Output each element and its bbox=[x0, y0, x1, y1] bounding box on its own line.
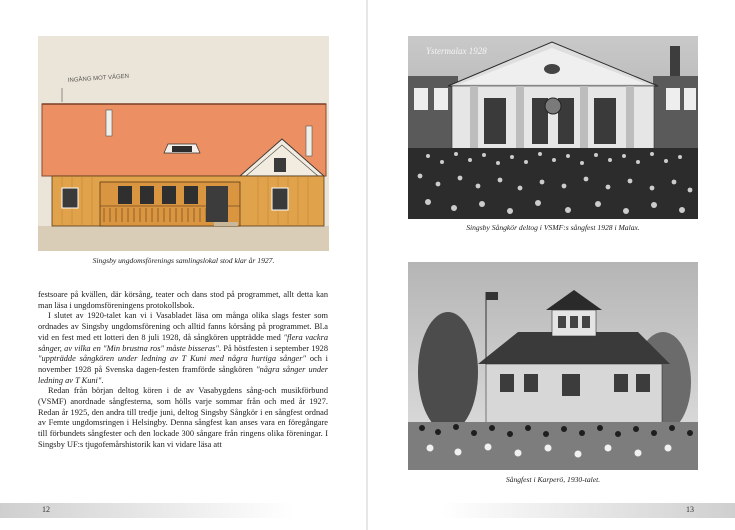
text-run: I slutet av 1920-talet kan vi i Vasabladet läsa om många olika slags fester som ordnades av Singsby ungdomsförening och alltid fanns körsång på programmet. Bl.a vid en fest med ett lotteri den 8 juli 1928, då sångkören uppträdde med bbox=[38, 311, 328, 342]
building-drawing-art bbox=[38, 36, 329, 251]
text-run: . bbox=[101, 375, 104, 385]
text-run: och i november 1928 på Svenska dagen-festen framförde sångkören bbox=[38, 354, 328, 374]
drawing-caption: Singsby ungdomsförenings samlingslokal stod klar år 1927. bbox=[92, 256, 275, 265]
quoted-text: "uppträdde sångkören under ledning av T Kuni med några hurtiga sånger" bbox=[38, 354, 307, 364]
body-paragraph bbox=[38, 311, 328, 386]
text-run: festsoare på kvällen, där körsång, teater och dans stod på programmet, allt detta kan man läsa i ungdomsföreningens protokollsbok. bbox=[38, 290, 328, 310]
body-text bbox=[38, 290, 328, 451]
photo-watermark: Ystermalax 1928 bbox=[426, 46, 487, 56]
bottom-photo-art bbox=[408, 262, 698, 470]
top-photo bbox=[408, 36, 698, 219]
bottom-photo bbox=[408, 262, 698, 470]
right-page bbox=[368, 0, 735, 530]
text-run: Redan från början deltog kören i de av Vasabygdens sång-och musikförbund (VSMF) anordnade sångfesterna, som hölls varje sommar från och med år 1927. Redan år 1925, den andra till tredje juni, deltog Singsby Sångkör i en sångfest ordnad av Femte ungdomsringen i Helsingby. Denna sångfest kan anses vara en föregångare till förbundets sångfester och den lockade 300 sångare från ringens olika föreningar. I Singsby UF:s tjugofemårshistorik kan vi vidare läsa att bbox=[38, 386, 328, 449]
quoted-text: "några sånger under ledning av T Kuni" bbox=[38, 364, 328, 385]
bottom-photo-caption: Sångfest i Karperö, 1930-talet. bbox=[505, 475, 601, 484]
page-number-left: 12 bbox=[42, 505, 50, 514]
quoted-text: "flera vackra sånger, av vilka en "Min brustna ros" måste bisseras" bbox=[38, 332, 328, 353]
body-paragraph bbox=[38, 386, 328, 450]
top-photo-caption: Singsby Sångkör deltog i VSMF:s sångfest 1928 i Malax. bbox=[466, 223, 640, 232]
building-drawing bbox=[38, 36, 329, 251]
top-photo-art bbox=[408, 36, 698, 219]
text-run: . På höstfesten i september 1928 bbox=[218, 343, 329, 353]
left-page bbox=[0, 0, 367, 530]
page-number-right: 13 bbox=[686, 505, 694, 514]
footer-bar-right bbox=[368, 503, 735, 518]
body-paragraph bbox=[38, 290, 328, 311]
footer-bar-left bbox=[0, 503, 367, 518]
drawing-annotation: INGÅNG MOT VÄGEN bbox=[67, 73, 130, 84]
